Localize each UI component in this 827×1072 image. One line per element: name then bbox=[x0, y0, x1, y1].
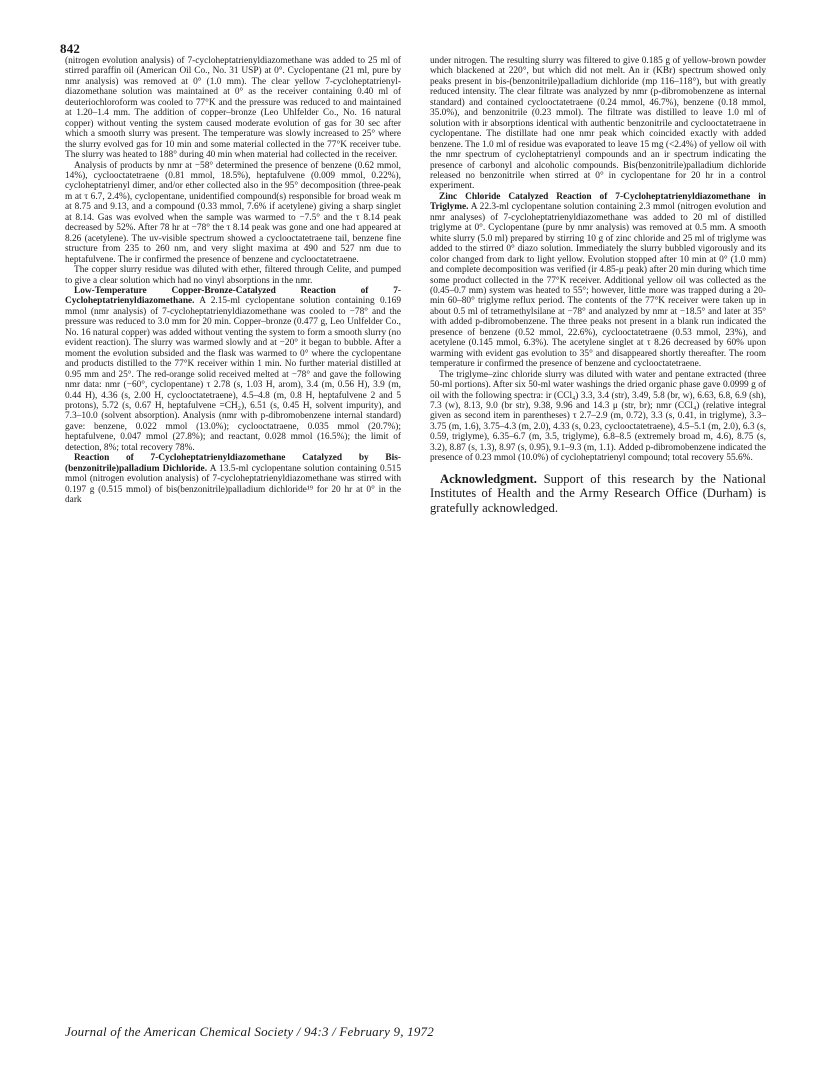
section-paragraph bbox=[430, 192, 766, 370]
section-heading: Zinc Chloride Catalyzed Reaction of 7-Cycloheptatrienyldiazomethane in Triglyme. bbox=[430, 191, 766, 213]
acknowledgment bbox=[430, 472, 766, 516]
body-paragraph: under nitrogen. The resulting slurry was filtered to give 0.185 g of yellow-brown powder which blackened at 220°, but which did not melt. An ir (KBr) spectrum showed only peaks present in bis-(benzonitrile)palladium dichloride (mp 116–118°), but with greatly reduced intensity. The clear filtrate was analyzed by nmr (p-dibromobenzene as internal standard) and contained cyclooctatetraene (0.24 mmol, 46.7%), benzene (0.18 mmol, 35.0%), and benzonitrile (0.23 mmol). The filtrate was distilled to leave 1.0 ml of solution with ir absorptions identical with authentic benzonitrile and cyclooctatetraene in cyclopentane. The distillate had one nmr peak which coincided exactly with added benzene. The 1.0 ml of residue was evaporated to leave 15 mg (<2.4%) of yellow oil with the nmr spectrum of cycloheptatrienyl compounds and an ir spectrum indicating the presence of carbonyl and alcoholic compounds. Bis(benzonitrile)palladium dichloride released no benzonitrile when stirred at 0° in cyclopentane for 20 hr in a control experiment. bbox=[430, 56, 766, 192]
section-body: A 22.3-ml cyclopentane solution containing 2.3 mmol (nitrogen evolution and nmr analyses) of 7-cycloheptatrienyldiazomethane was added to 20 ml of distilled triglyme at 0°. Cyclopentane (pure by nmr analysis) was removed at 0.5 mm. A smooth white slurry (5.0 ml) prepared by stirring 10 g of zinc chloride and 25 ml of triglyme was added to the stirred 0° diazo solution. Immediately the slurry bubbled vigorously and its color changed from dark to light yellow. Evolution stopped after 10 min at 0° (1.0 mm) and complete decomposition was verified (ir 4.85-μ peak) after 20 min during which time some product collected in the 77°K receiver. Additional yellow oil was collected as the (0.45–0.7 mm) system was heated to 55°; however, little more was trapped during a 20-min 60–80° triglyme reflux period. The contents of the 77°K receiver were taken up in about 0.5 ml of tetramethylsilane at −78° and analyzed by nmr at −18.5° and later at 35° with added p-dibromobenzene. The three peaks not present in a blank run indicated the presence of benzene (0.52 mmol, 22.6%), cyclooctatetraene (0.53 mmol, 23%), and acetylene (0.145 mmol, 6.3%). The acetylene singlet at τ 8.26 decreased by 60% upon warming with evident gas evolution to 35° and disappeared shortly thereafter. The room temperature ir confirmed the presence of benzene and cyclooctatetraene. bbox=[430, 202, 766, 370]
journal-footer: Journal of the American Chemical Society / 94:3 / February 9, 1972 bbox=[65, 1024, 434, 1039]
body-paragraph: The triglyme–zinc chloride slurry was diluted with water and pentane extracted (three 50-ml portions). After six 50-ml water washings the dried organic phase gave 0.0999 g of oil with the following spectra: ir (CCl₄) 3.3, 3.4 (str), 3.49, 5.8 (br, w), 6.63, 6.8, 6.9 (sh), 7.3 (w), 8.13, 9.0 (br str), 9.38, 9.96 and 14.3 μ (str, br); nmr (CCl₄) (relative integral given as second item in parentheses) τ 2.7–2.9 (m, 0.72), 3.3 (s, 0.41, in triglyme), 3.3–3.75 (m, 1.6), 3.75–4.3 (m, 2.0), 4.33 (s, 0.23, cyclooctatetraene), 4.5–5.1 (m, 2.0), 6.3 (s, 0.59, triglyme), 6.35–6.7 (m, 3.5, triglyme), 6.8–8.5 (extremely broad m, 4.6), 8.75 (s, 3.2), 8.87 (s, 1.3), 8.97 (s, 0.95), 9.1–9.3 (m, 1.1). Added p-dibromobenzene indicated the presence of 0.23 mmol (10.0%) of cycloheptatrienyl compound; total recovery 55.6%. bbox=[430, 369, 766, 464]
page-number: 842 bbox=[60, 41, 81, 56]
body-paragraph: Analysis of products by nmr at −58° determined the presence of benzene (0.62 mmol, 14%), cyclooctatetraene (0.81 mmol, 18.5%), heptafulvene (0.009 mmol, 0.22%), cycloheptatrienyl dimer, and/or ether collected also in the 95° decomposition (three-peak m at τ 6.7, 2.4%), cyclopentane, unidentified compound(s) responsible for broad weak m at 8.75 and 9.13, and a compound (0.33 mmol, 7.6% if acetylene) giving a sharp singlet at 8.14. Gas was evolved when the sample was warmed to −7.5° and the τ 8.14 peak decreased by 52%. After 78 hr at −78° the τ 8.14 peak was gone and one had appeared at 8.26 (acetylene). The uv-visible spectrum showed a cyclooctatetraene tail, benzene fine structure from 235 to 260 nm, and very slight maxima at 490 and 527 nm due to heptafulvene. The ir confirmed the presence of benzene and cyclooctatetraene. bbox=[65, 160, 401, 265]
body-paragraph: (nitrogen evolution analysis) of 7-cycloheptatrienyldiazomethane was added to 25 ml of stirred paraffin oil (American Oil Co., No. 31 USP) at 0°. Cyclopentane (21 ml, pure by nmr analysis) was removed at 0° (1.0 mm). The clear yellow 7-cycloheptatrienyl-diazomethane solution was maintained at 0° as the receiver containing 0.40 ml of deuteriochloroform was cooled to 77°K and the pressure was reduced to and maintained at 1.20–1.4 mm. The addition of copper–bronze (Leo Uhlfelder Co., No. 16 natural copper) without venting the system caused moderate evolution of gas for 30 sec after which a smooth slurry was present. The temperature was slowly increased to 25° where the slurry evolved gas for 10 min and some material collected in the 77°K receiver tube. The slurry was heated to 188° during 40 min when material had collected in the receiver. bbox=[65, 56, 401, 161]
acknowledgment-heading: Acknowledgment. bbox=[440, 471, 537, 486]
right-column bbox=[430, 56, 766, 515]
section-heading: Reaction of 7-Cycloheptatrienyldiazomethane Catalyzed by Bis-(benzonitrile)palladium Dichloride. bbox=[65, 453, 401, 474]
section-body: A 13.5-ml cyclopentane solution containing 0.515 mmol (nitrogen evolution analysis) of 7-cycloheptatrienyldiazomethane was stirred with 0.197 g (0.515 mmol) of bis(benzonitrile)palladium dichloride¹⁹ for 20 hr at 0° in the dark bbox=[65, 463, 401, 506]
body-paragraph: The copper slurry residue was diluted with ether, filtered through Celite, and pumped to give a clear solution which had no vinyl absorptions in the nmr. bbox=[65, 265, 401, 286]
acknowledgment-body: Support of this research by the National Institutes of Health and the Army Research Office (Durham) is gratefully acknowledged. bbox=[430, 471, 766, 515]
section-paragraph bbox=[65, 286, 401, 453]
section-heading: Low-Temperature Copper-Bronze-Catalyzed Reaction of 7-Cycloheptatrienyldiazomethane. bbox=[65, 285, 401, 307]
section-body: A 2.15-ml cyclopentane solution containing 0.169 mmol (nmr analysis) of 7-cycloheptatrienyldiazomethane was cooled to −78° and the pressure was reduced to 3.0 mm for 20 min. Copper–bronze (0.477 g, Leo Unlfelder Co., No. 16 natural copper) was added without venting the system to form a smooth slurry (no evident reaction). The slurry was warmed slowly and at −20° it began to bubble. After a moment the evolution subsided and the flask was warmed to 0° where the cyclopentane and products distilled to the 77°K receiver within 1 min. No further material distilled at 0.95 mm and 25°. The red-orange solid received melted at −78° and gave the following nmr data: nmr (−60°, cyclopentane) τ 2.78 (s, 1.03 H, arom), 3.4 (m, 0.56 H), 3.9 (m, 0.44 H), 4.36 (s, 2.00 H, cyclooctatetraene), 4.5–4.8 (m, 0.8 H, heptafulvene 2 and 5 protons), 5.72 (s, 0.67 H, heptafulvene =CH₂), 6.51 (s, 0.45 H, solvent impurity), and 7.3–10.0 (solvent absorption). Analysis (nmr with p-dibromobenzene internal standard) gave: benzene, 0.022 mmol (13.0%); cyclooctatraene, 0.035 mmol (20.7%); heptafulvene, 0.047 mmol (27.8%); and reactant, 0.028 mmol (16.5%); the limit of detection, 8%; total recovery 78%. bbox=[65, 296, 401, 453]
section-paragraph bbox=[65, 453, 401, 505]
left-column bbox=[65, 56, 401, 505]
